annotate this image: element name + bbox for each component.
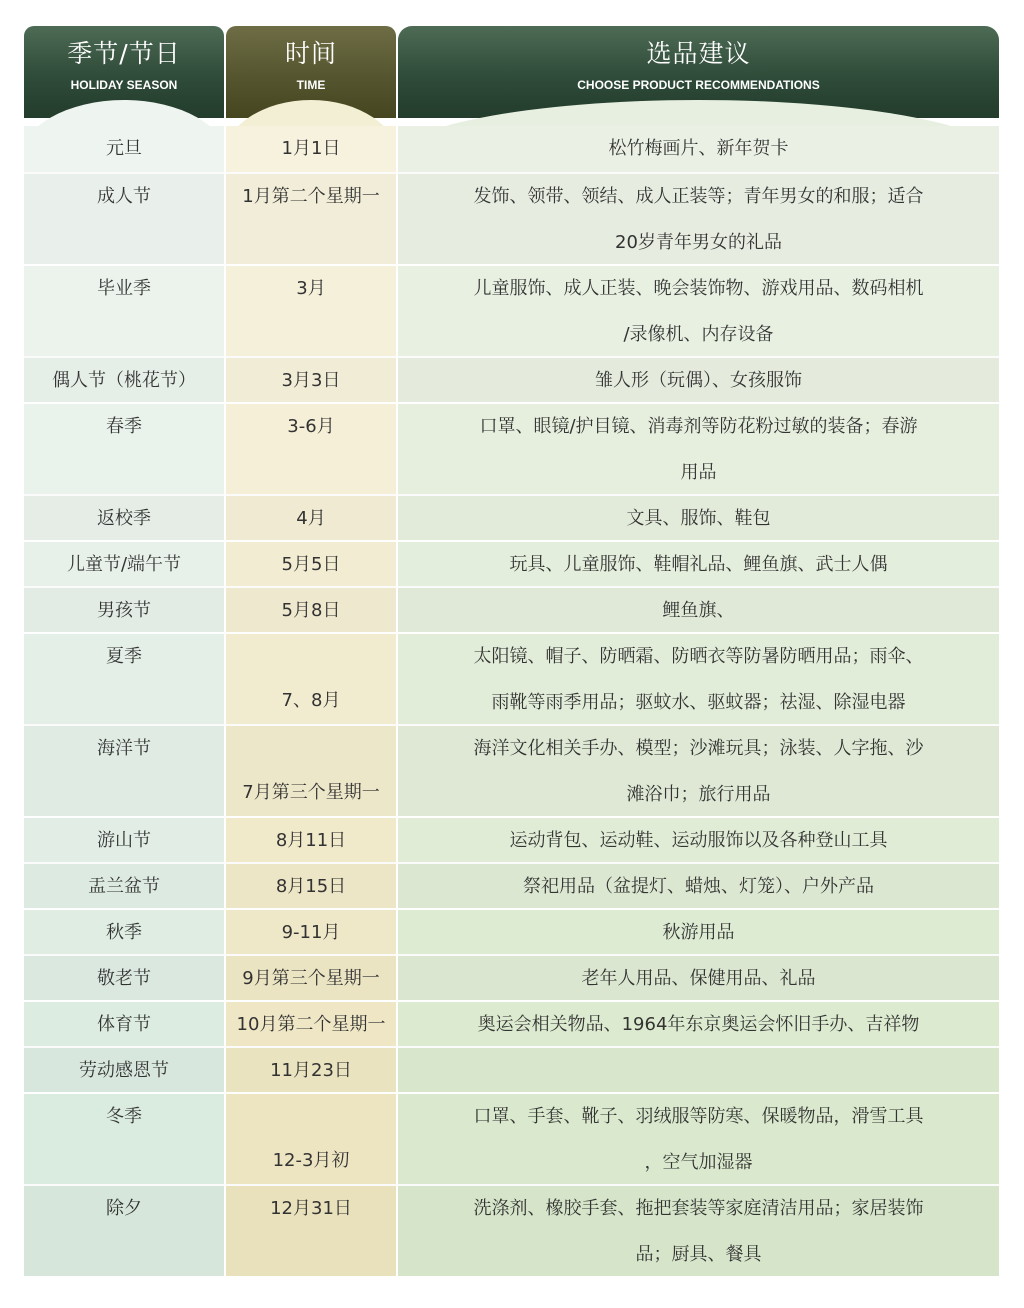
time-cell [226,724,396,816]
time-cell: 1月1日 [226,126,396,172]
season-cell: 返校季 [24,494,224,540]
header-season-title: 季节/节日 [67,39,181,68]
table-row [24,494,999,540]
recommendation-line: 老年人用品、保健用品、礼品 [581,968,816,989]
recommendation-line: 品；厨具、餐具 [635,1244,762,1265]
time-text: 12-3月初 [272,1150,350,1171]
time-cell [226,1092,396,1184]
season-cell: 偶人节（桃花节） [24,356,224,402]
table-row [24,724,999,816]
season-cell: 秋季 [24,908,224,954]
recommendation-cell [398,540,999,586]
recommendation-cell [398,632,999,724]
recommendation-cell [398,862,999,908]
season-cell: 成人节 [24,172,224,264]
recommendation-line: 洗涤剂、橡胶手套、拖把套装等家庭清洁用品；家居装饰 [473,1198,924,1219]
recommendation-line: 雨靴等雨季用品；驱蚊水、驱蚊器；祛湿、除湿电器 [491,692,906,713]
recommendation-cell [398,402,999,494]
recommendation-line: 秋游用品 [662,922,735,943]
table-row [24,356,999,402]
time-cell: 12月31日 [226,1184,396,1276]
recommendation-cell [398,724,999,816]
season-cell: 游山节 [24,816,224,862]
time-cell: 8月11日 [226,816,396,862]
table-row [24,816,999,862]
season-cell: 敬老节 [24,954,224,1000]
season-cell: 海洋节 [24,724,224,816]
table-row [24,540,999,586]
recommendation-line: 儿童服饰、成人正装、晚会装饰物、游戏用品、数码相机 [473,278,924,299]
header-time [226,26,396,126]
recommendation-cell [398,908,999,954]
time-cell: 9-11月 [226,908,396,954]
time-cell [226,632,396,724]
recommendation-cell [398,494,999,540]
season-cell: 除夕 [24,1184,224,1276]
recommendation-cell [398,816,999,862]
header-season-subtitle: HOLIDAY SEASON [70,78,178,92]
recommendation-cell [398,356,999,402]
header-recommend-title: 选品建议 [646,39,751,68]
time-cell: 1月第二个星期一 [226,172,396,264]
recommendation-line: ，空气加湿器 [644,1152,753,1173]
recommendation-line: 口罩、眼镜/护目镜、消毒剂等防花粉过敏的装备；春游 [479,416,918,437]
season-cell: 元旦 [24,126,224,172]
table-row [24,126,999,172]
time-cell: 9月第三个星期一 [226,954,396,1000]
recommendation-cell [398,264,999,356]
recommendation-line: 松竹梅画片、新年贺卡 [608,138,789,159]
recommendation-line: 鲤鱼旗、 [662,600,735,621]
recommendation-cell [398,1046,999,1092]
recommendation-line: 文具、服饰、鞋包 [626,508,771,529]
recommendation-cell [398,1000,999,1046]
header-recommend-subtitle: CHOOSE PRODUCT RECOMMENDATIONS [577,78,820,92]
table-row [24,1000,999,1046]
recommendation-cell [398,172,999,264]
recommendation-cell [398,126,999,172]
table-row [24,1184,999,1276]
season-cell: 儿童节/端午节 [24,540,224,586]
time-cell: 5月5日 [226,540,396,586]
recommendation-line: 祭祀用品（盆提灯、蜡烛、灯笼）、户外产品 [523,876,874,897]
table-row [24,862,999,908]
recommendation-table [24,126,999,1276]
recommendation-line: 用品 [680,462,717,483]
season-cell: 毕业季 [24,264,224,356]
header-recommend [398,26,999,126]
recommendation-line: 滩浴巾；旅行用品 [626,784,771,805]
time-cell: 10月第二个星期一 [226,1000,396,1046]
season-cell: 冬季 [24,1092,224,1184]
time-cell: 5月8日 [226,586,396,632]
table-row [24,586,999,632]
recommendation-line: 口罩、手套、靴子、羽绒服等防寒、保暖物品，滑雪工具 [473,1106,924,1127]
table-row [24,908,999,954]
season-cell: 男孩节 [24,586,224,632]
recommendation-cell [398,954,999,1000]
table-row [24,402,999,494]
time-text: 7月第三个星期一 [242,782,380,803]
recommendation-line: 太阳镜、帽子、防晒霜、防晒衣等防暑防晒用品；雨伞、 [473,646,924,667]
recommendation-line: 20岁青年男女的礼品 [615,232,782,253]
recommendation-line: 运动背包、运动鞋、运动服饰以及各种登山工具 [509,830,888,851]
time-cell: 4月 [226,494,396,540]
header-time-title: 时间 [284,39,337,68]
recommendation-cell [398,1184,999,1276]
season-cell: 春季 [24,402,224,494]
time-cell: 3-6月 [226,402,396,494]
time-text: 7、8月 [281,690,341,711]
table-row [24,172,999,264]
table-row [24,632,999,724]
table-row [24,264,999,356]
recommendation-line: 奥运会相关物品、1964年东京奥运会怀旧手办、吉祥物 [477,1014,920,1035]
time-cell: 8月15日 [226,862,396,908]
recommendation-line: 发饰、领带、领结、成人正装等；青年男女的和服；适合 [473,186,924,207]
recommendation-cell [398,1092,999,1184]
recommendation-cell [398,586,999,632]
table-row [24,954,999,1000]
recommendation-line: 玩具、儿童服饰、鞋帽礼品、鲤鱼旗、武士人偶 [509,554,888,575]
recommendation-line: 海洋文化相关手办、模型；沙滩玩具；泳装、人字拖、沙 [473,738,924,759]
time-cell: 3月3日 [226,356,396,402]
table-row [24,1092,999,1184]
season-cell: 夏季 [24,632,224,724]
season-cell: 盂兰盆节 [24,862,224,908]
season-cell: 劳动感恩节 [24,1046,224,1092]
header-season [24,26,224,126]
recommendation-line: 雏人形（玩偶）、女孩服饰 [595,370,802,391]
header-time-subtitle: TIME [296,78,326,92]
table-row [24,1046,999,1092]
time-cell: 11月23日 [226,1046,396,1092]
time-cell: 3月 [226,264,396,356]
season-cell: 体育节 [24,1000,224,1046]
recommendation-line: /录像机、内存设备 [623,324,774,345]
